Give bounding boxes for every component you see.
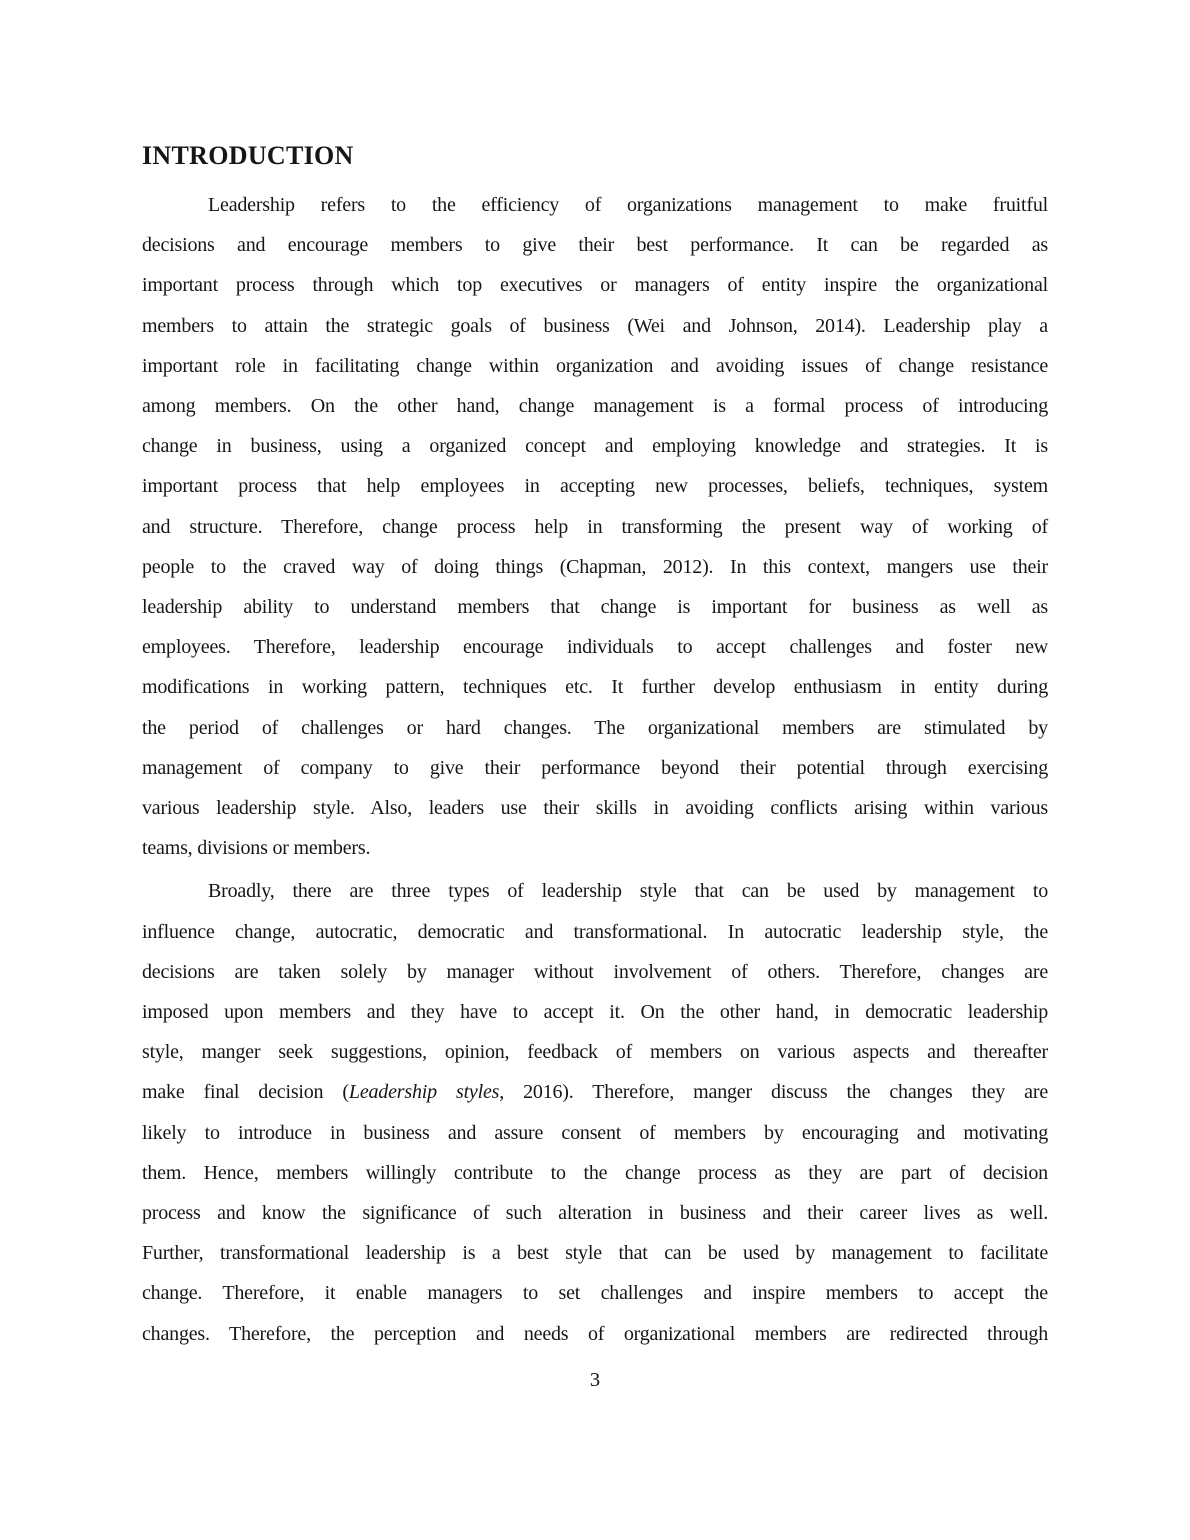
italic-citation: Leadership styles bbox=[348, 1081, 500, 1104]
text-line: various leadership style. Also, leaders use their skills in avoiding conflicts arising within various bbox=[142, 797, 1048, 820]
text-line: likely to introduce in business and assure consent of members by encouraging and motivating bbox=[142, 1121, 1048, 1144]
text-line: them. Hence, members willingly contribute to the change process as they are part of decision bbox=[142, 1161, 1048, 1184]
text-line: imposed upon members and they have to accept it. On the other hand, in democratic leadership bbox=[142, 1001, 1048, 1024]
text-line: Broadly, there are three types of leadership style that can be used by management to bbox=[208, 880, 1048, 903]
text-line: change in business, using a organized concept and employing knowledge and strategies. It is bbox=[142, 435, 1048, 458]
text-line: members to attain the strategic goals of business (Wei and Johnson, 2014). Leadership play a bbox=[142, 314, 1048, 337]
text-segment: make final decision ( bbox=[142, 1081, 349, 1104]
text-line: modifications in working pattern, techniques etc. It further develop enthusiasm in entity during bbox=[142, 676, 1048, 699]
text-line: people to the craved way of doing things (Chapman, 2012). In this context, mangers use their bbox=[142, 555, 1048, 578]
text-line: decisions and encourage members to give their best performance. It can be regarded as bbox=[142, 234, 1048, 257]
text-segment: , 2016). Therefore, manger discuss the changes they are bbox=[499, 1081, 1048, 1104]
text-line: important process that help employees in accepting new processes, beliefs, techniques, system bbox=[142, 475, 1048, 498]
text-line: important role in facilitating change within organization and avoiding issues of change resistance bbox=[142, 354, 1048, 377]
paragraph bbox=[142, 185, 1048, 868]
text-line: the period of challenges or hard changes. The organizational members are stimulated by bbox=[142, 716, 1048, 739]
text-line: leadership ability to understand members that change is important for business as well as bbox=[142, 596, 1048, 619]
text-line: Leadership refers to the efficiency of organizations management to make fruitful bbox=[208, 194, 1048, 216]
text-line: influence change, autocratic, democratic and transformational. In autocratic leadership style, the bbox=[142, 920, 1048, 943]
text-line: among members. On the other hand, change management is a formal process of introducing bbox=[142, 395, 1048, 418]
text-line: employees. Therefore, leadership encourage individuals to accept challenges and foster new bbox=[142, 636, 1048, 659]
text-line: important process through which top executives or managers of entity inspire the organizational bbox=[142, 274, 1048, 297]
text-line: management of company to give their performance beyond their potential through exercising bbox=[142, 756, 1048, 779]
text-line: change. Therefore, it enable managers to set challenges and inspire members to accept the bbox=[142, 1282, 1048, 1305]
text-line: decisions are taken solely by manager without involvement of others. Therefore, changes are bbox=[142, 960, 1048, 983]
text-line bbox=[142, 1072, 1048, 1112]
paragraph bbox=[142, 871, 1048, 1353]
section-heading: INTRODUCTION bbox=[142, 141, 354, 170]
text-line: and structure. Therefore, change process help in transforming the present way of working of bbox=[142, 515, 1048, 538]
text-line: process and know the significance of such alteration in business and their career lives as well. bbox=[142, 1202, 1048, 1225]
text-line: style, manger seek suggestions, opinion, feedback of members on various aspects and thereafter bbox=[142, 1041, 1048, 1064]
text-line: changes. Therefore, the perception and needs of organizational members are redirected through bbox=[142, 1322, 1048, 1345]
page-number: 3 bbox=[589, 1368, 601, 1391]
body-text bbox=[142, 185, 1048, 1354]
text-line: Further, transformational leadership is a best style that can be used by management to facilitate bbox=[142, 1242, 1048, 1265]
text-line: teams, divisions or members. bbox=[142, 837, 371, 860]
